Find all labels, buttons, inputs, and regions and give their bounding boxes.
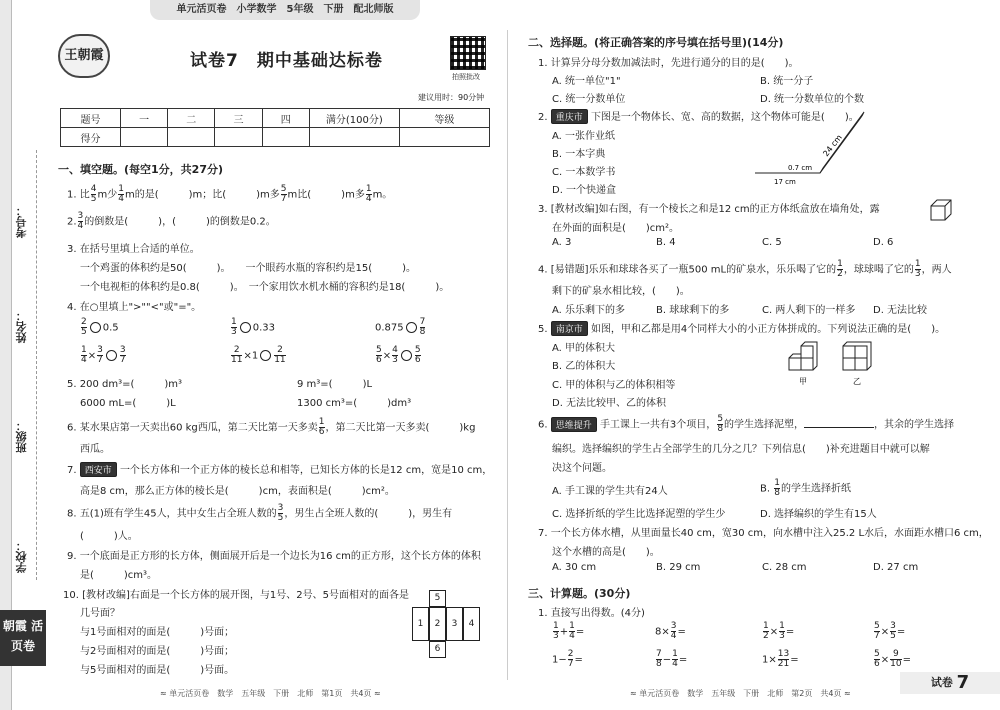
choice-5-c[interactable]: C. 甲的体积与乙的体积相等 xyxy=(552,380,676,391)
section-3-heading: 三、计算题。(30分) xyxy=(528,587,631,600)
score-head-3: 三 xyxy=(215,109,262,128)
score-cell[interactable] xyxy=(168,128,215,147)
compare-1: $\frac{2}{5}$ 0.5 xyxy=(81,317,119,337)
net-face-4: 4 xyxy=(463,607,480,641)
section-1-heading: 一、填空题。(每空1分，共27分) xyxy=(58,163,224,176)
question-5d: 1300 cm³=( )dm³ xyxy=(297,398,412,409)
margin-strip xyxy=(0,0,12,710)
compare-circle[interactable] xyxy=(106,350,117,361)
choice-3: 3. [教材改编]如右图，有一个棱长之和是12 cm的正方体纸盒放在墙角处，露 xyxy=(538,204,880,215)
left-footer: ≈ 单元活页卷 数学 五年级 下册 北师 第1页 共4页 ≈ xyxy=(160,689,381,698)
question-3b: 一个电视柜的体积约是0.8( )。 一个家用饮水机水桶的容积约是18( )。 xyxy=(80,282,450,293)
calc-1: $\frac{1}{3}$ + $\frac{1}{4}$ = xyxy=(553,621,585,641)
question-6: 6. 某水果店第一天卖出60 kg西瓜，第二天比第一天多卖 $\frac{1}{6}$ ，第二天比第一天多卖( )kg xyxy=(67,417,476,437)
qr-caption: 拍照批改 xyxy=(452,73,480,81)
choice-5: 5. 南京市 如图，甲和乙都是用4个同样大小的小正方体拼成的。下列说法正确的是( )。 xyxy=(538,320,945,336)
question-10: 10. [教材改编]右面是一个长方体的展开图，与1号、2号、5号面相对的面各是 xyxy=(63,590,409,601)
brand-logo: 王朝霞 xyxy=(58,34,110,78)
dim-label-24: 24 cm xyxy=(821,132,844,159)
score-table xyxy=(60,108,490,147)
choice-2-a[interactable]: A. 一张作业纸 xyxy=(552,131,616,142)
question-8c: ( )人。 xyxy=(80,531,138,542)
question-5b: 9 m³=( )L xyxy=(297,379,373,390)
calc-5: 1− $\frac{2}{7}$ = xyxy=(552,649,583,669)
right-footer: ≈ 单元活页卷 数学 五年级 下册 北师 第2页 共4页 ≈ xyxy=(630,689,851,698)
choice-4-a[interactable]: A. 乐乐剩下的多 xyxy=(552,305,626,316)
dim-label-17: 17 cm xyxy=(774,178,796,186)
choice-4: 4. [易错题]乐乐和球球各买了一瓶500 mL的矿泉水，乐乐喝了它的 $\frac{1}{2}$ ，球球喝了它的 $\frac{1}{3}$ ，两人 xyxy=(538,259,952,279)
score-cell[interactable] xyxy=(309,128,399,147)
choice-4-b[interactable]: B. 球球剩下的多 xyxy=(656,305,730,316)
choice-1-a[interactable]: A. 统一单位"1" xyxy=(552,76,621,87)
choice-2-b[interactable]: B. 一本字典 xyxy=(552,149,606,160)
choice-5-b[interactable]: B. 乙的体积大 xyxy=(552,361,616,372)
region-tag: 西安市 xyxy=(80,462,117,477)
choice-2-c[interactable]: C. 一本数学书 xyxy=(552,167,616,178)
name-label: 姓名： xyxy=(15,310,28,343)
top-banner: 单元活页卷 小学数学 5年级 下册 配北师版 xyxy=(150,0,420,20)
score-cell[interactable] xyxy=(121,128,168,147)
compare-2: $\frac{1}{3}$ 0.33 xyxy=(231,317,275,337)
dimension-figure xyxy=(750,108,870,188)
choice-5-d[interactable]: D. 无法比较甲、乙的体积 xyxy=(552,398,667,409)
choice-6d: 编织。选择编织的学生占全部学生的几分之几？下列信息( )补充进题目中就可以解 xyxy=(552,444,930,455)
choice-6: 6. 思维提升 手工课上一共有3个项目， $\frac{5}{8}$ 的学生选择泥塑， ，其余的学生选择 xyxy=(538,414,955,434)
page-divider xyxy=(507,30,508,680)
cubes-figure xyxy=(785,340,885,388)
dim-label-07: 0.7 cm xyxy=(788,164,813,172)
choice-7-d[interactable]: D. 27 cm xyxy=(873,562,919,573)
choice-3-c[interactable]: C. 5 xyxy=(762,237,782,248)
choice-3-d[interactable]: D. 6 xyxy=(873,237,894,248)
choice-1-d[interactable]: D. 统一分数单位的个数 xyxy=(760,94,865,105)
question-3: 3. 在括号里填上合适的单位。 xyxy=(67,244,200,255)
class-label: 班级： xyxy=(15,420,28,453)
section-2-heading: 二、选择题。(将正确答案的序号填在括号里)(14分) xyxy=(528,36,784,49)
net-face-6: 6 xyxy=(429,641,446,658)
compare-4: $\frac{1}{4}$ × $\frac{3}{7}$ $\frac{3}{7}$ xyxy=(81,345,126,365)
choice-1-b[interactable]: B. 统一分子 xyxy=(760,76,814,87)
compare-3: 0.875 $\frac{7}{8}$ xyxy=(375,317,426,337)
calc-4: $\frac{5}{7}$ × $\frac{3}{5}$ = xyxy=(874,621,906,641)
calc-7: 1× $\frac{13}{21}$ = xyxy=(762,649,799,669)
series-logo: 朝霞 活页卷 xyxy=(0,610,46,666)
net-face-2: 2 xyxy=(429,607,446,641)
compare-circle[interactable] xyxy=(90,322,101,333)
question-4: 4. 在○里填上">""<"或"="。 xyxy=(67,302,202,313)
choice-3b: 在外面的面积是( )cm²。 xyxy=(552,223,680,234)
question-10e: 与5号面相对的面是( )号面。 xyxy=(80,665,235,676)
page-number-badge: 试卷 7 xyxy=(900,672,1000,694)
corner-cube-figure xyxy=(925,196,955,224)
exam-no-label: 考号： xyxy=(15,205,28,238)
compare-circle[interactable] xyxy=(401,350,412,361)
choice-6e: 决这个问题。 xyxy=(552,463,612,474)
page-title: 试卷7 期中基础达标卷 xyxy=(190,51,383,71)
net-face-1: 1 xyxy=(412,607,429,641)
question-5a: 5. 200 dm³=( )m³ xyxy=(67,379,183,390)
compare-5: $\frac{2}{11}$ ×1 $\frac{2}{11}$ xyxy=(231,345,286,365)
question-9b: 是( )cm³。 xyxy=(80,570,158,581)
choice-2-d[interactable]: D. 一个快递盒 xyxy=(552,185,617,196)
label-jia: 甲 xyxy=(799,377,807,386)
calc-3: $\frac{1}{2}$ × $\frac{1}{3}$ = xyxy=(763,621,795,641)
question-7b: 高是8 cm，那么正方体的棱长是( )cm，表面积是( )cm²。 xyxy=(80,486,395,497)
question-9: 9. 一个底面是正方形的长方体，侧面展开后是一个边长为16 cm的正方形，这个长方体的体积 xyxy=(67,551,481,562)
choice-2: 2. 重庆市 下图是一个物体长、宽、高的数据，这个物体可能是( )。 xyxy=(538,108,859,124)
net-face-5: 5 xyxy=(429,590,446,607)
calc-6: $\frac{7}{8}$ − $\frac{1}{4}$ = xyxy=(656,649,688,669)
choice-7b: 这个水槽的高是( )。 xyxy=(552,547,660,558)
score-head-4: 四 xyxy=(262,109,309,128)
compare-circle[interactable] xyxy=(240,322,251,333)
score-cell[interactable] xyxy=(262,128,309,147)
choice-6-d[interactable]: D. 选择编织的学生有15人 xyxy=(760,509,877,520)
compare-circle[interactable] xyxy=(260,350,271,361)
question-1: 1. 比 $\frac{4}{5}$ m少 $\frac{1}{4}$ m的是( )m；比( )m多 $\frac{5}{7}$ m比( )m多 $\frac{1}{4}$ m。 xyxy=(67,184,393,204)
choice-1-c[interactable]: C. 统一分数单位 xyxy=(552,94,626,105)
question-5c: 6000 mL=( )L xyxy=(80,398,176,409)
school-label: 学校： xyxy=(15,540,28,573)
choice-6-c[interactable]: C. 选择折纸的学生比选择泥塑的学生少 xyxy=(552,509,726,520)
calc-2: 8× $\frac{3}{4}$ = xyxy=(655,621,686,641)
question-2: 2. $\frac{3}{4}$ 的倒数是( )，( )的倒数是0.2。 xyxy=(67,211,276,231)
question-10c: 与1号面相对的面是( )号面； xyxy=(80,627,235,638)
calc-intro: 1. 直接写出得数。(4分) xyxy=(538,608,645,619)
question-10d: 与2号面相对的面是( )号面； xyxy=(80,646,235,657)
compare-6: $\frac{5}{6}$ × $\frac{4}{3}$ $\frac{5}{6}$ xyxy=(376,345,421,365)
choice-4d: 剩下的矿泉水相比较，( )。 xyxy=(552,286,690,297)
score-head-2: 二 xyxy=(168,109,215,128)
choice-3-b[interactable]: B. 4 xyxy=(656,237,676,248)
question-3a: 一个鸡蛋的体积约是50( )。 一个眼药水瓶的容积约是15( )。 xyxy=(80,263,417,274)
choice-1: 1. 计算异分母分数加减法时，先进行通分的目的是( )。 xyxy=(538,58,799,69)
score-head-0: 题号 xyxy=(61,109,121,128)
choice-7-c[interactable]: C. 28 cm xyxy=(762,562,807,573)
question-6c: 西瓜。 xyxy=(80,444,110,455)
question-8: 8. 五(1)班有学生45人，其中女生占全班人数的 $\frac{3}{5}$ ，男生占全班人数的( )，男生有 xyxy=(67,503,453,523)
net-face-3: 3 xyxy=(446,607,463,641)
score-row-label: 得分 xyxy=(61,128,121,147)
choice-7-b[interactable]: B. 29 cm xyxy=(656,562,701,573)
score-head-5: 满分(100分) xyxy=(309,109,399,128)
binding-margin xyxy=(0,0,46,710)
qr-code-icon[interactable] xyxy=(450,36,486,70)
score-head-6: 等级 xyxy=(399,109,489,128)
score-cell[interactable] xyxy=(399,128,489,147)
time-note: 建议用时：90分钟 xyxy=(418,93,485,102)
choice-3-a[interactable]: A. 3 xyxy=(552,237,572,248)
choice-4-d[interactable]: D. 无法比较 xyxy=(873,305,928,316)
question-7: 7. 西安市 一个长方体和一个正方体的棱长总和相等，已知长方体的长是12 cm，宽是10 cm， xyxy=(67,461,492,477)
choice-5-a[interactable]: A. 甲的体积大 xyxy=(552,343,616,354)
score-head-1: 一 xyxy=(121,109,168,128)
cut-line xyxy=(36,150,37,580)
score-cell[interactable] xyxy=(215,128,262,147)
choice-7: 7. 一个长方体水槽，从里面量长40 cm，宽30 cm，向水槽中注入25.2 L水后，水面距水槽口6 cm， xyxy=(538,528,989,539)
choice-4-c[interactable]: C. 两人剩下的一样多 xyxy=(762,305,856,316)
calc-8: $\frac{5}{6}$ × $\frac{9}{10}$ = xyxy=(874,649,911,669)
choice-6-a[interactable]: A. 手工课的学生共有24人 xyxy=(552,486,668,497)
label-yi: 乙 xyxy=(853,377,861,386)
compare-circle[interactable] xyxy=(406,322,417,333)
question-10b: 几号面？ xyxy=(80,608,120,619)
choice-7-a[interactable]: A. 30 cm xyxy=(552,562,597,573)
choice-6-b[interactable]: B. $\frac{1}{8}$ 的学生选择折纸 xyxy=(760,478,851,498)
